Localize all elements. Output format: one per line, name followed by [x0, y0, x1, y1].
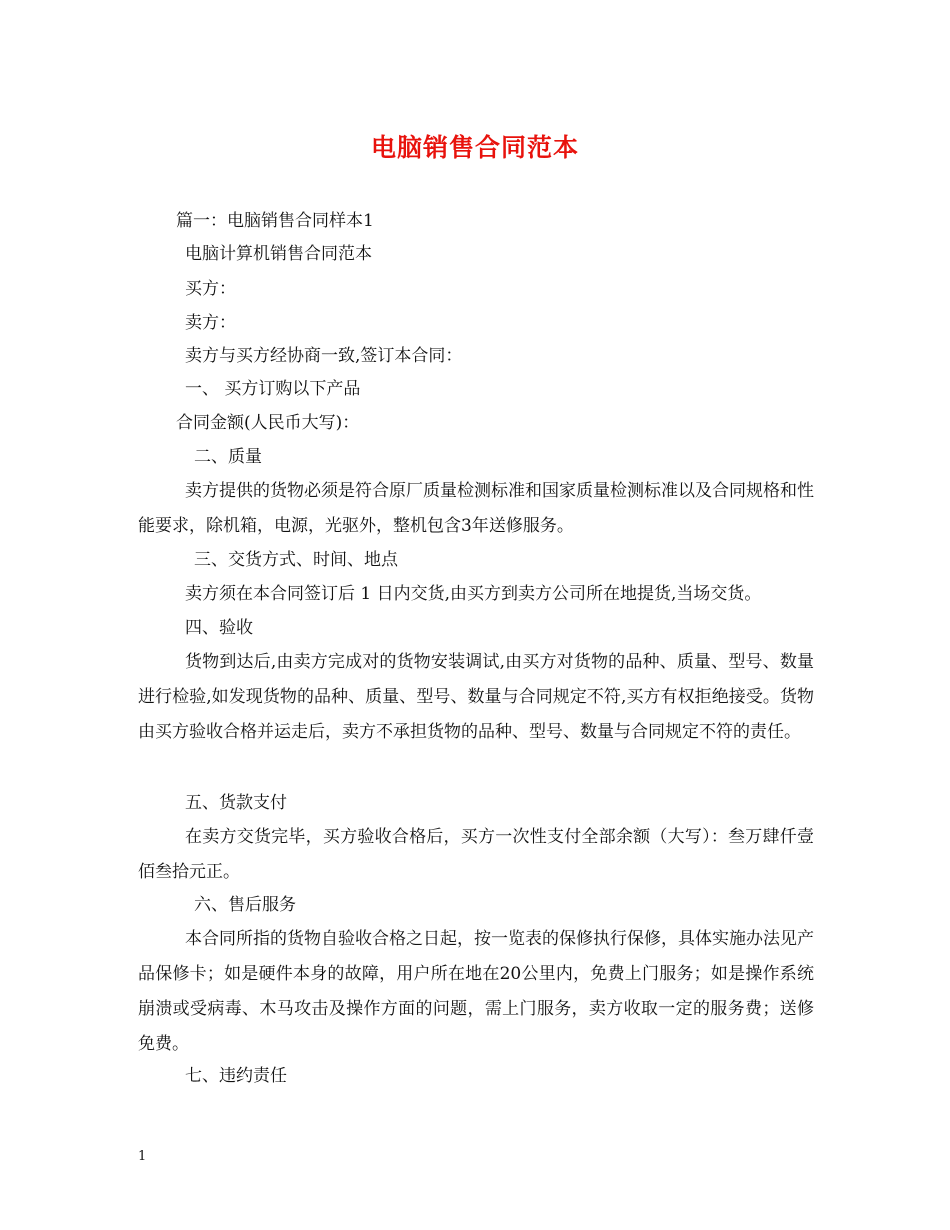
contract-amount: 合同金额(人民币大写)：	[176, 413, 360, 433]
clause-1-heading: 一、 买方订购以下产品	[185, 379, 361, 399]
inspection-paragraph: 货物到达后,由卖方完成对的货物安装调试,由买方对货物的品种、质量、型号、数量进行检验,如发现货物的品种、质量、型号、数量与合同规定不符,买方有权拒绝接受。货物由买方验收合格并运走后，卖方不承担货物的品种、型号、数量与合同规定不符的责任。	[138, 652, 814, 742]
clause-4-heading: 四、验收	[185, 618, 253, 638]
clause-3-heading: 三、交货方式、时间、地点	[194, 550, 398, 570]
page-number: 1	[138, 1149, 147, 1164]
seller-field: 卖方：	[185, 313, 236, 333]
buyer-field: 买方：	[185, 279, 236, 299]
clause-7-heading: 七、违约责任	[185, 1066, 287, 1086]
after-sales-paragraph: 本合同所指的货物自验收合格之日起，按一览表的保修执行保修，具体实施办法见产品保修卡；如是硬件本身的故障，用户所在地在20公里内，免费上门服务；如是操作系统崩溃或受病毒、木马攻击及操作方面的问题，需上门服务，卖方收取一定的服务费；送修免费。	[138, 929, 814, 1054]
document-title: 电脑销售合同范本	[370, 133, 579, 162]
section-heading-1: 篇一：电脑销售合同样本1	[176, 211, 374, 231]
clause-2-heading: 二、质量	[194, 447, 262, 467]
payment-paragraph: 在卖方交货完毕，买方验收合格后，买方一次性支付全部余额（大写）：叁万肆仟壹佰叁拾元正。	[138, 827, 814, 882]
contract-subtitle: 电脑计算机销售合同范本	[185, 244, 372, 264]
delivery-paragraph: 卖方须在本合同签订后 1 日内交货,由买方到卖方公司所在地提货,当场交货。	[185, 584, 762, 604]
clause-5-heading: 五、货款支付	[185, 793, 287, 813]
agreement-intro: 卖方与买方经协商一致,签订本合同：	[185, 346, 463, 366]
quality-paragraph: 卖方提供的货物必须是符合原厂质量检测标准和国家质量检测标准以及合同规格和性能要求，除机箱，电源，光驱外，整机包含3年送修服务。	[138, 481, 814, 536]
clause-6-heading: 六、售后服务	[194, 895, 296, 915]
